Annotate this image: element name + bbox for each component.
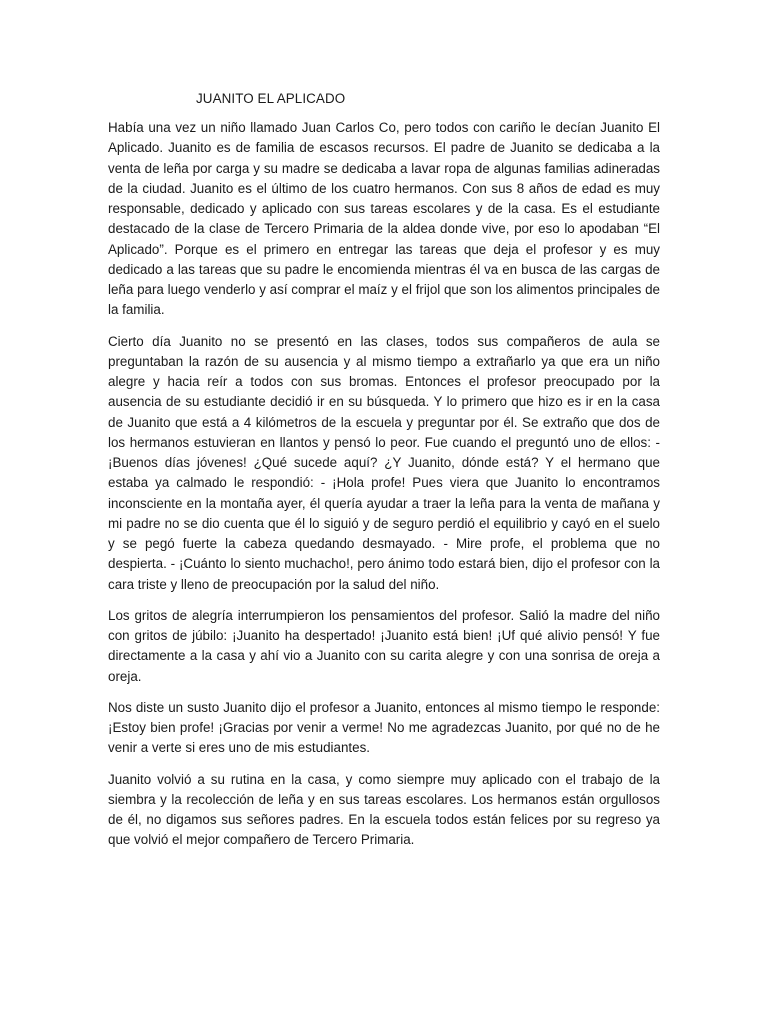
paragraph-2: Cierto día Juanito no se presentó en las clases, todos sus compañeros de aula se preguntaban la razón de su ausencia y al mismo tiempo a extrañarlo ya que era un niño alegre y hacia reír a todos con sus bromas. Entonces el profesor preocupado por la ausencia de su estudiante decidió ir en su búsqueda. Y lo primero que hizo es ir en la casa de Juanito que está a 4 kilómetros de la escuela y preguntar por él. Se extraño que dos de los hermanos estuvieran en llantos y pensó lo peor. Fue cuando el preguntó uno de ellos: -¡Buenos días jóvenes! ¿Qué sucede aquí? ¿Y Juanito, dónde está? Y el hermano que estaba ya calmado le respondió: - ¡Hola profe! Pues viera que Juanito lo encontramos inconsciente en la montaña ayer, él quería ayudar a traer la leña para la venta de mañana y mi padre no se dio cuenta que él lo siguió y de seguro perdió el equilibrio y cayó en el suelo y se pegó fuerte la cabeza quedando desmayado. - Mire profe, el problema que no despierta. - ¡Cuánto lo siento muchacho!, pero ánimo todo estará bien, dijo el profesor con la cara triste y lleno de preocupación por la salud del niño. <box>108 333 660 592</box>
paragraph-3: Los gritos de alegría interrumpieron los pensamientos del profesor. Salió la madre del niño con gritos de júbilo: ¡Juanito ha despertado! ¡Juanito está bien! ¡Uf qué alivio pensó! Y fue directamente a la casa y ahí vio a Juanito con su carita alegre y con una sonrisa de oreja a oreja. <box>108 607 660 684</box>
document-title: JUANITO EL APLICADO <box>196 91 346 106</box>
paragraph-1: Había una vez un niño llamado Juan Carlos Co, pero todos con cariño le decían Juanito El Aplicado. Juanito es de familia de escasos recursos. El padre de Juanito se dedicaba a la venta de leña por carga y su madre se dedicaba a lavar ropa de algunas familias adineradas de la ciudad. Juanito es el último de los cuatro hermanos. Con sus 8 años de edad es muy responsable, dedicado y aplicado con sus tareas escolares y de la casa. Es el estudiante destacado de la clase de Tercero Primaria de la aldea donde vive, por eso lo apodaban “El Aplicado”. Porque es el primero en entregar las tareas que deja el profesor y es muy dedicado a las tareas que su padre le encomienda mientras él va en busca de las cargas de leña para luego venderlo y así comprar el maíz y el frijol que son los alimentos principales de la familia. <box>108 120 660 318</box>
paragraph-5: Juanito volvió a su rutina en la casa, y como siempre muy aplicado con el trabajo de la siembra y la recolección de leña y en sus tareas escolares. Los hermanos están orgullosos de él, no digamos sus señores padres. En la escuela todos están felices por su regreso ya que volvió el mejor compañero de Tercero Primaria. <box>108 771 660 848</box>
paragraph-4: Nos diste un susto Juanito dijo el profesor a Juanito, entonces al mismo tiempo le responde: ¡Estoy bien profe! ¡Gracias por venir a verme! No me agradezcas Juanito, por qué no de he venir a verte si eres uno de mis estudiantes. <box>108 699 660 756</box>
document-body <box>108 118 660 862</box>
